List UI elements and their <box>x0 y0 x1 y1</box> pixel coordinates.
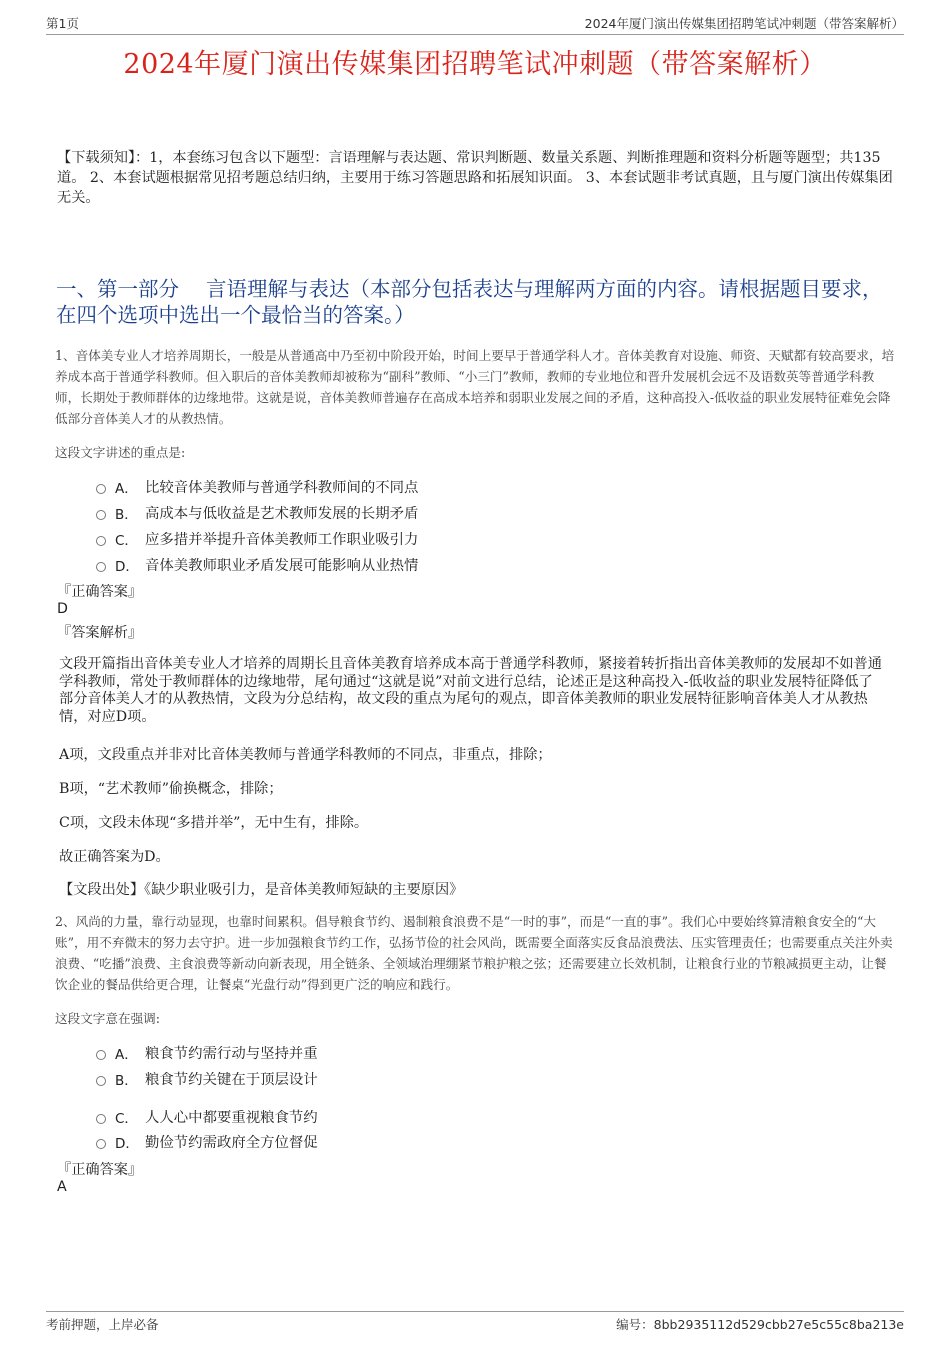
option-letter: B． <box>115 506 138 523</box>
question-2-option-b[interactable] <box>96 1068 318 1089</box>
question-2-prompt: 这段文字意在强调: <box>55 1011 160 1026</box>
option-text: 高成本与低收益是艺术教师发展的长期矛盾 <box>145 506 419 522</box>
header-doc-title: 2024年厦门演出传媒集团招聘笔试冲刺题（带答案解析） <box>584 16 904 31</box>
question-1-answer: D <box>57 601 68 617</box>
option-letter: A． <box>115 480 138 497</box>
question-1-analysis: 文段开篇指出音体美专业人才培养的周期长且音体美教育培养成本高于普通学科教师，紧接着转折指出音体美教师的发展却不如普通学科教师，常处于教师群体的边缘地带，尾句通过“这就是说”对前文进行总结，论述正是这种高投入-低收益的职业发展特征降低了部分音体美人才的从教热情，文段为分总结构，故文段的重点为尾句的观点，即音体美教师的职业发展特征影响音体美人才从教热情，对应D项。 <box>59 656 882 725</box>
question-1-option-c[interactable] <box>96 528 418 549</box>
radio-icon[interactable] <box>96 536 106 546</box>
question-1-answer-label: 『正确答案』 <box>57 584 143 600</box>
footer-slogan: 考前押题，上岸必备 <box>46 1317 159 1332</box>
question-1-note-c: C项，文段未体现“多措并举”，无中生有，排除。 <box>59 815 369 831</box>
option-letter: C． <box>115 1110 138 1127</box>
radio-icon[interactable] <box>96 1050 106 1060</box>
option-text: 音体美教师职业矛盾发展可能影响从业热情 <box>145 558 419 574</box>
radio-icon[interactable] <box>96 1076 106 1086</box>
option-letter: D． <box>115 558 139 575</box>
option-text: 勤俭节约需政府全方位督促 <box>145 1135 318 1151</box>
question-1-text: 1、音体美专业人才培养周期长，一般是从普通高中乃至初中阶段开始，时间上要早于普通学科人才。音体美教育对设施、师资、天赋都有较高要求，培养成本高于普通学科教师。但入职后的音体美教师却被称为“副科”教师、“小三门”教师，教师的专业地位和晋升发展机会远不及语数英等普通学科教师，长期处于教师群体的边缘地带。这就是说，音体美教师普遍存在高成本培养和弱职业发展之间的矛盾，这种高投入-低收益的职业发展特征难免会降低部分音体美人才的从教热情。 <box>55 348 895 426</box>
question-1-option-a[interactable] <box>96 476 418 497</box>
radio-icon[interactable] <box>96 562 106 572</box>
option-text: 粮食节约关键在于顶层设计 <box>145 1072 318 1088</box>
question-2-answer: A <box>57 1179 67 1195</box>
question-1-prompt: 这段文字讲述的重点是: <box>55 445 186 460</box>
page-number: 第1页 <box>46 16 79 31</box>
option-letter: B． <box>115 1072 138 1089</box>
footer-doc-id: 编号：8bb2935112d529cbb27e5c55c8ba213e <box>616 1317 904 1332</box>
option-text: 应多措并举提升音体美教师工作职业吸引力 <box>145 532 419 548</box>
question-1-source: 【文段出处】《缺少职业吸引力，是音体美教师短缺的主要原因》 <box>59 882 464 898</box>
option-letter: C． <box>115 532 138 549</box>
radio-icon[interactable] <box>96 510 106 520</box>
question-2-option-a[interactable] <box>96 1042 318 1063</box>
option-text: 人人心中都要重视粮食节约 <box>145 1110 318 1126</box>
question-1-analysis-label: 『答案解析』 <box>57 625 143 641</box>
question-1-note-b: B项，“艺术教师”偷换概念，排除； <box>59 781 283 797</box>
question-2-option-c[interactable] <box>96 1106 318 1127</box>
question-2-text: 2、风尚的力量，靠行动显现，也靠时间累积。倡导粮食节约、遏制粮食浪费不是“一时的事”，而是“一直的事”。我们心中要始终算清粮食安全的“大账”，用不弃微末的努力去守护。进一步加强粮食节约工作，弘扬节俭的社会风尚，既需要全面落实反食品浪费法、压实管理责任；也需要重点关注外卖浪费、“吃播”浪费、主食浪费等新动向新表现，用全链条、全领域治理绷紧节粮护粮之弦；还需要建立长效机制，让粮食行业的节粮减损更主动，让餐饮企业的餐品供给更合理，让餐桌“光盘行动”得到更广泛的响应和践行。 <box>55 914 893 992</box>
download-notice: 【下载须知】：1，本套练习包含以下题型：言语理解与表达题、常识判断题、数量关系题、判断推理题和资料分析题等题型；共135道。 2、本套试题根据常见招考题总结归纳，主要用于练习答题思路和拓展知识面。 3、本套试题非考试真题，且与厦门演出传媒集团无关。 <box>57 150 893 206</box>
question-2-answer-label: 『正确答案』 <box>57 1162 143 1178</box>
radio-icon[interactable] <box>96 1114 106 1124</box>
page-footer <box>46 1311 904 1334</box>
option-text: 比较音体美教师与普通学科教师间的不同点 <box>145 480 419 496</box>
section-title: 一、第一部分 言语理解与表达（本部分包括表达与理解两方面的内容。请根据题目要求，在四个选项中选出一个最恰当的答案。） <box>56 277 883 327</box>
option-letter: D． <box>115 1135 139 1152</box>
question-1-note-a: A项，文段重点并非对比音体美教师与普通学科教师的不同点，非重点，排除； <box>59 747 552 763</box>
question-1-option-b[interactable] <box>96 502 418 523</box>
question-1-conclusion: 故正确答案为D。 <box>59 849 170 865</box>
option-letter: A． <box>115 1046 138 1063</box>
question-2-option-d[interactable] <box>96 1131 318 1152</box>
document-title: 2024年厦门演出传媒集团招聘笔试冲刺题（带答案解析） <box>123 49 827 80</box>
radio-icon[interactable] <box>96 1139 106 1149</box>
question-1-option-d[interactable] <box>96 554 418 575</box>
radio-icon[interactable] <box>96 484 106 494</box>
page-header <box>46 10 904 35</box>
option-text: 粮食节约需行动与坚持并重 <box>145 1046 318 1062</box>
